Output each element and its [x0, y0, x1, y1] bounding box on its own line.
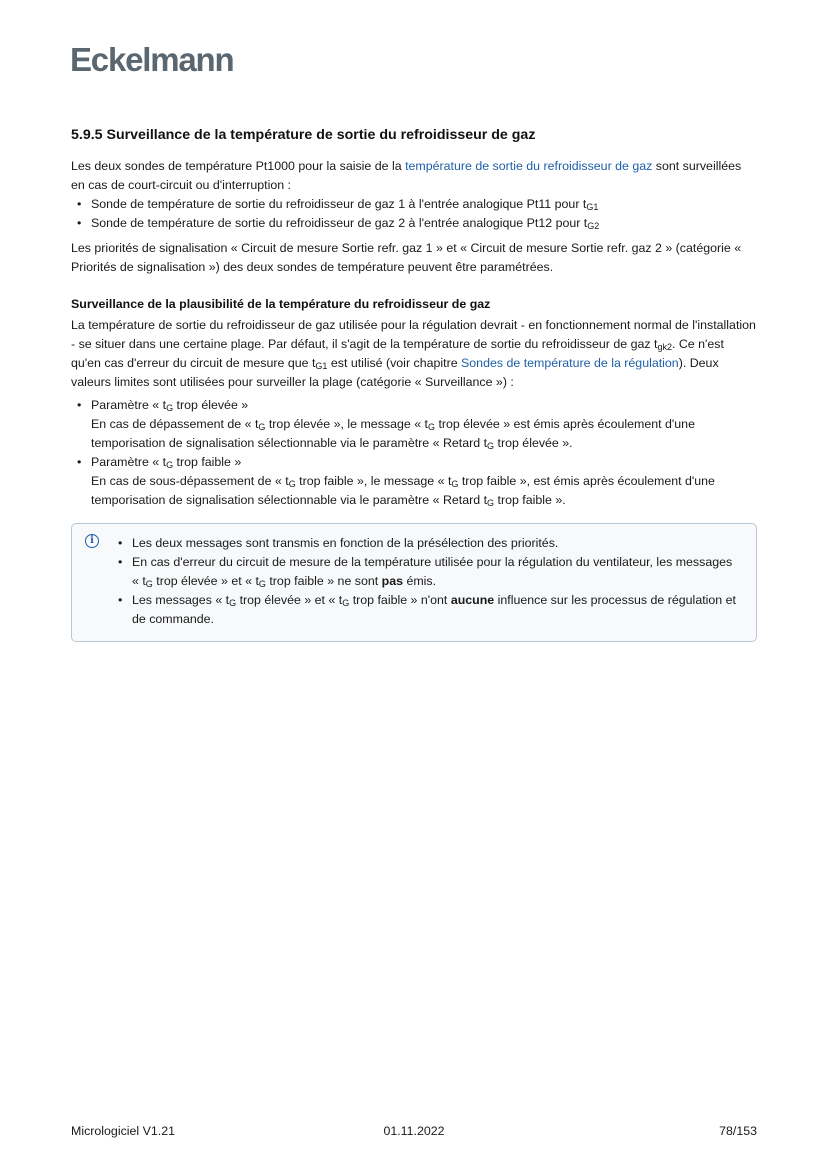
section-title: 5.9.5 Surveillance de la température de sortie du refroidisseur de gaz: [71, 127, 536, 143]
sensor-list: [71, 195, 757, 233]
note-list: [112, 534, 738, 629]
firmware-version: Micrologiciel V1.21: [71, 1124, 175, 1138]
list-item: • Sonde de température de sortie du refroidisseur de gaz 2 à l'entrée analogique Pt12 pour $t_{G2}$: [71, 214, 757, 233]
gas-cooler-outlet-temp-link[interactable]: température de sortie du refroidisseur de gaz: [405, 159, 653, 173]
info-icon: i: [85, 534, 99, 548]
document-date: 01.11.2022: [383, 1124, 445, 1138]
list-item: • Sonde de température de sortie du refroidisseur de gaz 1 à l'entrée analogique Pt11 pour $t_{G1}$: [71, 195, 757, 214]
page-footer: [71, 1122, 757, 1141]
temperature-sensors-chapter-link[interactable]: Sondes de température de la régulation: [461, 356, 679, 370]
priorities-paragraph: Les priorités de signalisation « Circuit de mesure Sortie refr. gaz 1 » et « Circuit de mesure Sortie refr. gaz 2 » (catégorie « Priorités de signalisation ») des deux sondes de température peuvent être paramétrées.: [71, 241, 742, 274]
param-tg-high-title: • Paramètre « $t_G$ trop élevée »: [91, 398, 249, 413]
page-content: [71, 125, 757, 642]
plausibility-heading: Surveillance de la plausibilité de la température du refroidisseur de gaz: [71, 297, 491, 311]
list-item: • Les messages « $t_G$ trop élevée » et « $t_G$ trop faible » n'ont aucune influence sur les processus de régulation et de commande.: [112, 591, 738, 629]
plausibility-paragraph: La température de sortie du refroidisseur de gaz utilisée pour la régulation devrait - en fonctionnement normal de l'installation - se situer dans une certaine plage. Par défaut, il s'agit de la température de sortie du refroidisseur de gaz $t_{gk2}$. Ce n'est qu'en cas d'erreur du circuit de mesure que $t_{G1}$ est utilisé (voir chapitre Sondes de température de la régulation). Deux valeurs limites sont utilisées pour surveiller la plage (catégorie « Surveillance ») :: [71, 318, 756, 389]
eckelmann-logo: Eckelmann: [70, 41, 234, 78]
info-note-box: [71, 523, 757, 642]
list-item: • En cas d'erreur du circuit de mesure de la température utilisée pour la régulation du ventilateur, les messages « $t_G$ trop élevée » et « $t_G$ trop faible » ne sont pas émis.: [112, 553, 738, 591]
intro-paragraph: Les deux sondes de température Pt1000 pour la saisie de la température de sortie du refroidisseur de gaz sont surveillées en cas de court-circuit ou d'interruption :: [71, 159, 742, 192]
list-item: [71, 453, 757, 510]
param-tg-low-description: En cas de sous-dépassement de « $t_G$ trop faible », le message « $t_G$ trop faible », est émis après écoulement d'une temporisation de signalisation sélectionnable via le paramètre « Retard $t_G$ trop faible ».: [91, 474, 715, 508]
param-tg-high-description: En cas de dépassement de « $t_G$ trop élevée », le message « $t_G$ trop élevée » est émis après écoulement d'une temporisation de signalisation sélectionnable via le paramètre « Retard $t_G$ trop élevée ».: [91, 417, 695, 451]
page-number: 78/153: [719, 1124, 757, 1138]
param-tg-low-title: • Paramètre « $t_G$ trop faible »: [91, 455, 242, 470]
list-item: • Les deux messages sont transmis en fonction de la présélection des priorités.: [112, 534, 738, 553]
list-item: [71, 396, 757, 453]
parameter-list: [71, 396, 757, 510]
